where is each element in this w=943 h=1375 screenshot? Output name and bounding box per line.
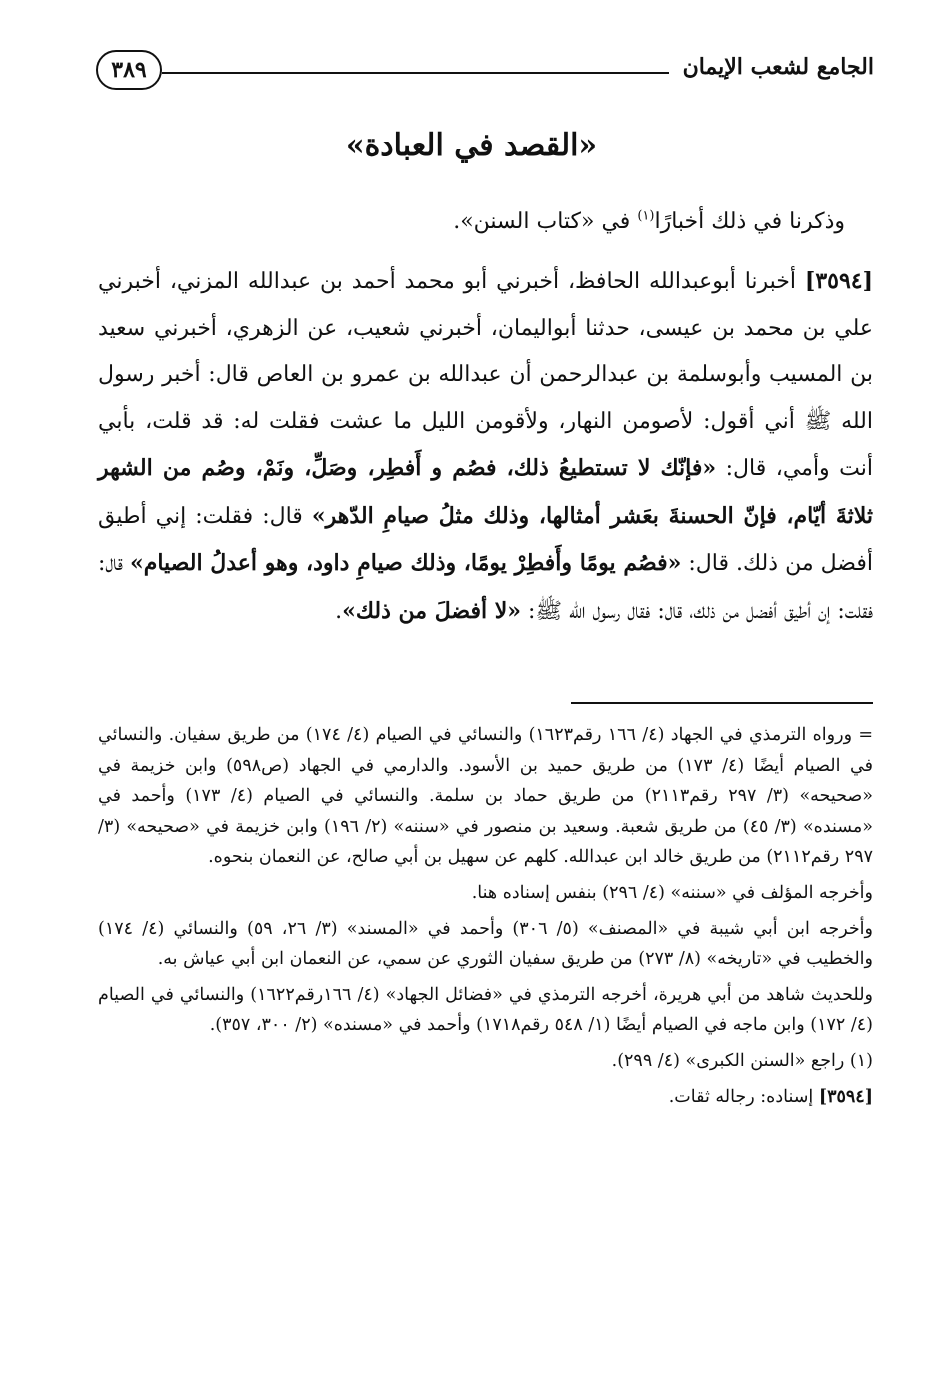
chapter-title: «القصد في العبادة» [345, 128, 598, 163]
footnote-continuation: وللحديث شاهد من أبي هريرة، أخرجه الترمذي في «فضائل الجهاد» (٤/ ١٦٦رقم١٦٢٢) والنسائي في الصيام (٤/ ١٧٢) وابن ماجه في الصيام أيضًا (١/ ٥٤٨ رقم١٧١٨) وأحمد في «مسنده» (٢/ ٣٠٠، ٣٥٧). [98, 984, 873, 1036]
hadith-quote: «لا أفضلَ من ذلك» [342, 597, 522, 624]
footnote-grading-text: إسناده: رجاله ثقات. [668, 1086, 819, 1107]
hadith-quote: «فإنّك لا تستطيعُ ذلك، فصُم و أَفطِر، وصَلِّ، ونَمْ، وصُم من الشهر ثلاثةَ أيّام، فإنّ الحسنةَ بعَشر أمثالها، وذلك مثلُ صيامِ الدّهر» [98, 455, 873, 529]
footnote-continuation: وأخرجه المؤلف في «سننه» (٤/ ٢٩٦) بنفس إسناده هنا. [471, 882, 873, 903]
intro-text: وذكرنا في ذلك أخبارًا [654, 209, 845, 234]
hadith-narration: قال: فقلت: إني أطيق أفضل من ذلك. قال: [98, 503, 873, 576]
footnote-continuation: وأخرجه ابن أبي شيبة في «المصنف» (٥/ ٣٠٦) وأحمد في «المسند» (٣/ ٢٦، ٥٩) والنسائي (٤/ ١٧٤) والخطيب في «تاريخه» (٨/ ٢٧٣) من طريق سفيان الثوري عن سمي، عن النعمان ابن أبي عياش به. [98, 918, 873, 970]
footnote-reference: (١) [637, 208, 655, 224]
footnote-continuation: = ورواه الترمذي في الجهاد (٤/ ١٦٦ رقم١٦٢٣) والنسائي في الصيام (٤/ ١٧٤) من طريق سفيان. والنسائي في الصيام أيضًا (٤/ ١٧٣) من طريق حميد بن الأسود. والدارمي في الجهاد (ص٥٩٨) وابن خزيمة في «صحيحه» (٣/ ٢٩٧ رقم٢١١٣) من طريق حماد بن سلمة. والنسائي في الصيام (٤/ ١٧٣) وأحمد في «مسنده» (٣/ ٤٥) من طريق شعبة. وسعيد بن منصور في «سننه» (٢/ ١٩٦) وابن خزيمة في «صحيحه» (٣/ ٢٩٧ رقم٢١١٢) من طريق خالد ابن عبدالله. كلهم عن سهيل بن أبي صالح، عن النعمان بنحوه. [98, 725, 873, 868]
footnote-1: (١) راجع «السنن الكبرى» (٤/ ٢٩٩). [611, 1050, 873, 1071]
main-text [98, 200, 873, 635]
hadith-quote: «فصُم يومًا وأَفطِرْ يومًا، وذلك صيامِ داود، وهو أعدلُ الصيام» [129, 550, 682, 576]
hadith-number: [٣٥٩٤] [804, 268, 873, 294]
hadith-end: . [335, 598, 343, 624]
intro-text-end: في «كتاب السنن». [453, 209, 638, 234]
page-header [96, 46, 874, 98]
intro-paragraph [98, 200, 873, 244]
hadith-paragraph [98, 258, 873, 635]
footnotes [98, 720, 873, 1117]
footnote-hadith-number: [٣٥٩٤] [818, 1086, 873, 1107]
hadith-isnad: أخبرنا أبوعبدالله الحافظ، أخبرني أبو محمد أحمد بن عبدالله المزني، أخبرني علي بن محمد بن عيسى، حدثنا أبواليمان، أخبرني شعيب، عن الزهري، أخبرني سعيد بن المسيب وأبوسلمة بن عبدالرحمن أن عبدالله بن عمرو بن العاص قال: أخبر رسول الله ﷺ أني أقول: لأصومن النهار، ولأقومن الليل ما عشت فقلت له: قد قلت، بأبي أنت وأمي، قال: [98, 269, 873, 481]
footnote-separator [571, 702, 873, 704]
hadith-narration: قال: فقلت: إن أطيق أفضل من ذلك، قال: فقال رسول الله ﷺ: [98, 551, 873, 624]
footnote-hadith-grading [98, 1082, 873, 1113]
page-number: ٣٨٩ [96, 50, 162, 90]
running-title: الجامع لشعب الإيمان [682, 54, 874, 80]
header-rule [162, 72, 669, 74]
